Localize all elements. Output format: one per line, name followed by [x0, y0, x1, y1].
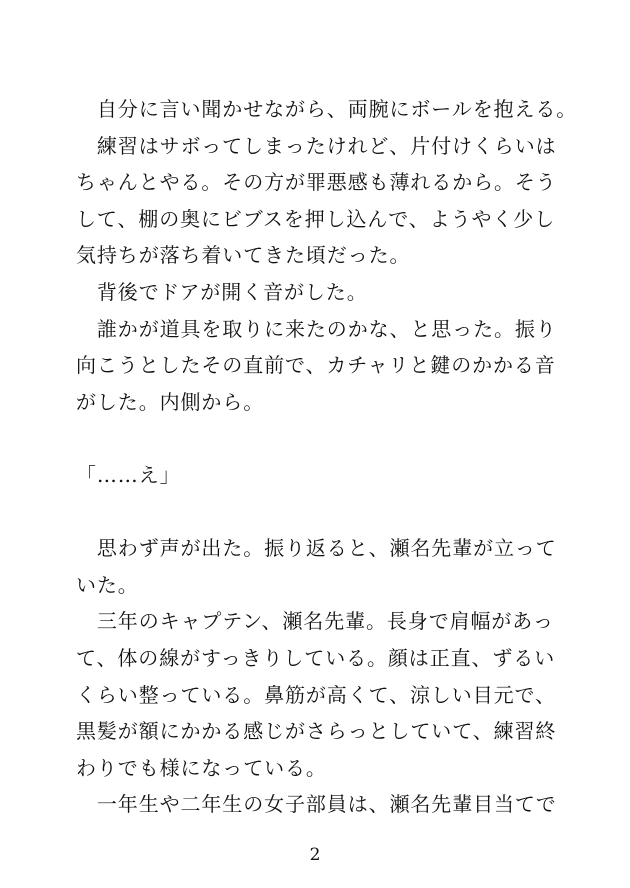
text-line: がした。内側から。	[76, 389, 265, 414]
text-line: 思わず声が出た。振り返ると、瀬名先輩が立って	[76, 536, 557, 561]
text-line: 自分に言い聞かせながら、両腕にボールを抱える。	[76, 97, 578, 121]
text-line: いた。	[76, 572, 139, 597]
text-line: 三年のキャプテン、瀬名先輩。長身で肩幅があっ	[76, 609, 554, 634]
text-line: ちゃんとやる。その方が罪悪感も薄れるから。そう	[76, 170, 557, 195]
text-line: 気持ちが落ち着いてきた頃だった。	[76, 243, 411, 268]
text-line: くらい整っている。鼻筋が高くて、涼しい目元で、	[76, 682, 556, 707]
blank-line	[76, 494, 576, 531]
text-line: 一年生や二年生の女子部員は、瀬名先輩目当てで	[76, 792, 557, 817]
body-text	[76, 91, 576, 823]
dialogue-line: 「……え」	[76, 462, 181, 487]
blank-line	[76, 420, 576, 457]
text-line: わりでも様になっている。	[76, 755, 327, 780]
text-line: して、棚の奥にビブスを押し込んで、ようやく少し	[76, 206, 556, 231]
text-line: 誰かが道具を取りに来たのかな、と思った。振り	[76, 316, 557, 341]
text-line: て、体の線がすっきりしている。顔は正直、ずるい	[76, 645, 556, 670]
text-line: 練習はサボってしまったけれど、片付けくらいは	[76, 133, 557, 158]
text-line: 背後でドアが開く音がした。	[76, 279, 368, 304]
page-number: 2	[309, 845, 321, 865]
text-line: 向こうとしたその直前で、カチャリと鍵のかかる音	[76, 353, 556, 378]
text-line: 黒髪が額にかかる感じがさらっとしていて、練習終	[76, 719, 557, 744]
